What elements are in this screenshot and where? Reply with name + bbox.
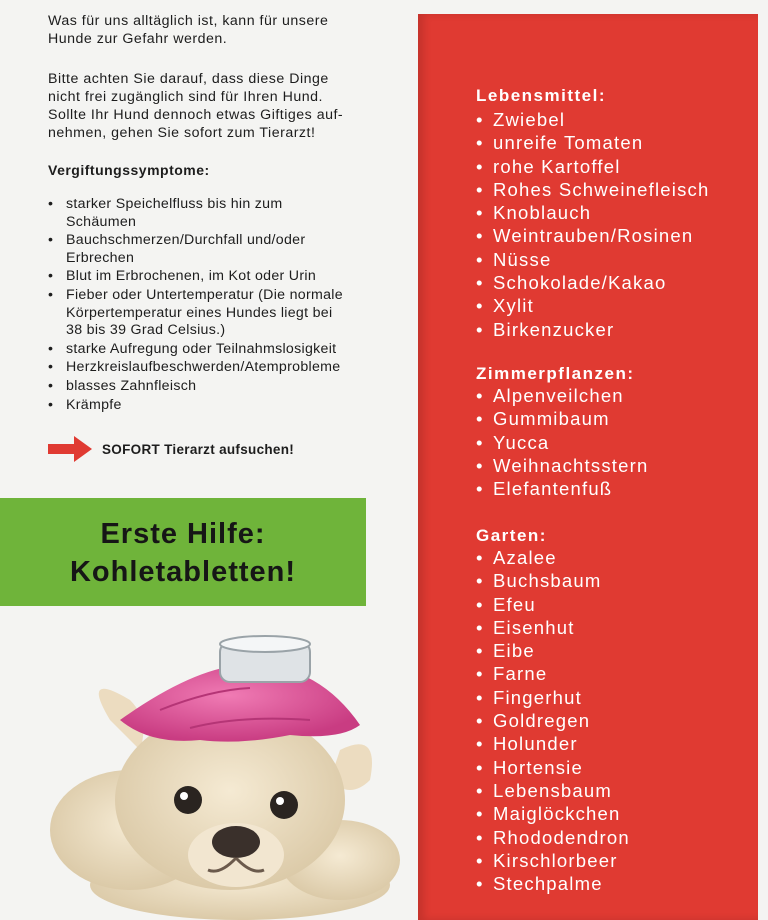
list-item: • Yucca (476, 431, 550, 453)
list-item: • Knoblauch (476, 202, 592, 224)
list-item: • Kirschlorbeer (476, 849, 618, 871)
list-item: • Lebensbaum (476, 779, 612, 801)
list-item: • Rhododendron (476, 826, 630, 848)
first-aid-box (0, 498, 366, 606)
list-item: • Efeu (476, 593, 536, 615)
warning-text: Bitte achten Sie darauf, dass diese Dinge nicht frei zugänglich sind für Ihren Hund. Sollte Ihr Hund dennoch etwas Giftiges auf- nehmen, gehen Sie sofort zum Tierarzt! (48, 71, 344, 141)
first-aid-title: Erste Hilfe: (100, 518, 266, 550)
category-title-garden: Garten: (476, 526, 547, 545)
symptom-item: • Bauchschmerzen/Durchfall und/oder Erbrechen (48, 232, 408, 267)
intro-text: Was für uns alltäglich ist, kann für unsere Hunde zur Gefahr werden. (48, 13, 329, 47)
symptoms-list (48, 196, 408, 415)
list-item: • Alpenveilchen (476, 385, 624, 406)
list-item: • Nüsse (476, 248, 552, 270)
list-item: • Maiglöckchen (476, 803, 621, 825)
call-to-action (48, 436, 294, 462)
category-title-houseplants: Zimmerpflanzen: (476, 364, 635, 383)
category-list-houseplants (476, 384, 648, 500)
list-item: • Goldregen (476, 710, 591, 732)
list-item: • Schokolade/Kakao (476, 272, 667, 294)
list-item: • Xylit (476, 295, 534, 317)
dog-photo (40, 630, 400, 920)
list-item: • Holunder (476, 733, 578, 755)
symptom-item: • Herzkreislaufbeschwerden/Atemprobleme (48, 359, 408, 377)
symptom-item: • starke Aufregung oder Teilnahmslosigkeit (48, 341, 408, 359)
list-item: • Rohes Schweinefleisch (476, 178, 710, 200)
list-item: • rohe Kartoffel (476, 155, 621, 177)
symptom-item: • blasses Zahnfleisch (48, 378, 408, 396)
list-item: • Stechpalme (476, 873, 603, 895)
category-title-food: Lebensmittel: (476, 86, 607, 105)
list-item: • Buchsbaum (476, 570, 602, 592)
symptom-item: • Blut im Erbrochenen, im Kot oder Urin (48, 268, 408, 286)
right-arrow-icon (48, 436, 92, 462)
list-item: • Eibe (476, 640, 535, 662)
list-item: • Azalee (476, 547, 557, 568)
list-item: • Weihnachtsstern (476, 454, 649, 476)
list-item: • Zwiebel (476, 109, 566, 130)
symptom-item: • Fieber oder Untertemperatur (Die normale Körpertemperatur eines Hundes liegt bei 38 bis 39 Grad Celsius.) (48, 287, 408, 340)
category-list-food (476, 108, 709, 341)
list-item: • unreife Tomaten (476, 132, 644, 154)
list-item: • Fingerhut (476, 686, 582, 708)
first-aid-remedy: Kohletabletten! (69, 556, 297, 588)
list-item: • Weintrauben/Rosinen (476, 225, 694, 247)
call-to-action-text: SOFORT Tierarzt aufsuchen! (102, 441, 295, 457)
list-item: • Eisenhut (476, 616, 575, 638)
symptom-item: • starker Speichelfluss bis hin zum Schäumen (48, 196, 408, 231)
category-list-garden (476, 546, 630, 895)
symptoms-heading: Vergiftungssymptome: (48, 162, 210, 178)
list-item: • Elefantenfuß (476, 478, 613, 500)
list-item: • Farne (476, 663, 548, 685)
symptom-item: • Krämpfe (48, 397, 408, 415)
list-item: • Gummibaum (476, 408, 610, 430)
list-item: • Birkenzucker (476, 318, 615, 340)
list-item: • Hortensie (476, 756, 583, 778)
